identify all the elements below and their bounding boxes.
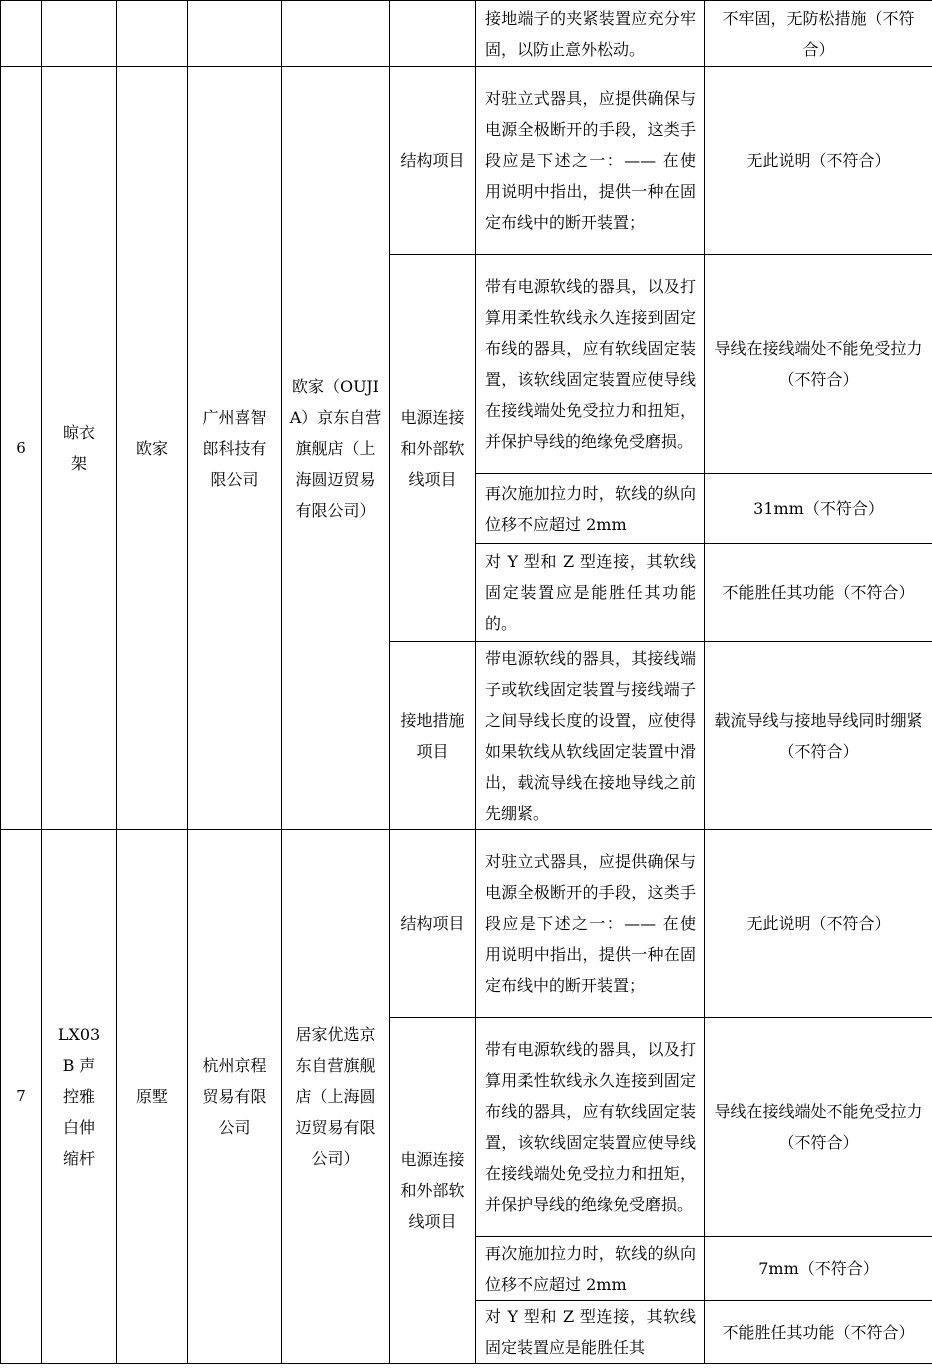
cell-seller — [282, 1, 390, 67]
cell-result: 不能胜任其功能（不符合） — [705, 1301, 932, 1364]
cell-product: LX03B 声控雅白伸缩杆 — [42, 830, 117, 1364]
cell-requirement: 带有电源软线的器具，以及打算用柔性软线永久连接到固定布线的器具，应有软线固定装置，该软线固定装置应使导线在接线端处免受拉力和扭矩，并保护导线的绝缘免受磨损。 — [476, 1018, 705, 1237]
cell-requirement: 对 Y 型和 Z 型连接，其软线固定装置应是能胜任其 — [476, 1301, 705, 1364]
cell-requirement: 对 Y 型和 Z 型连接，其软线固定装置应是能胜任其功能的。 — [476, 544, 705, 642]
cell-result: 导线在接线端处不能免受拉力（不符合） — [705, 1018, 932, 1237]
cell-result: 7mm（不符合） — [705, 1237, 932, 1301]
cell-requirement: 接地端子的夹紧装置应充分牢固，以防止意外松动。 — [476, 1, 705, 67]
table-row-7-item-1 — [1, 830, 932, 1018]
cell-requirement: 带有电源软线的器具，以及打算用柔性软线永久连接到固定布线的器具，应有软线固定装置，该软线固定装置应使导线在接线端处免受拉力和扭矩，并保护导线的绝缘免受磨损。 — [476, 255, 705, 474]
cell-result: 载流导线与接地导线同时绷紧（不符合） — [705, 642, 932, 830]
cell-result: 31mm（不符合） — [705, 474, 932, 544]
cell-producer: 杭州京程贸易有限公司 — [188, 830, 282, 1364]
cell-result: 不牢固，无防松措施（不符合） — [705, 1, 932, 67]
cell-brand — [117, 1, 188, 67]
cell-result: 无此说明（不符合） — [705, 67, 932, 255]
cell-requirement: 再次施加拉力时，软线的纵向位移不应超过 2mm — [476, 474, 705, 544]
cell-requirement: 对驻立式器具，应提供确保与电源全极断开的手段，这类手段应是下述之一：—— 在使用说明中指出，提供一种在固定布线中的断开装置； — [476, 67, 705, 255]
cell-category: 结构项目 — [390, 830, 476, 1018]
cell-requirement: 对驻立式器具，应提供确保与电源全极断开的手段，这类手段应是下述之一：—— 在使用说明中指出，提供一种在固定布线中的断开装置； — [476, 830, 705, 1018]
cell-num — [1, 1, 42, 67]
cell-result: 导线在接线端处不能免受拉力（不符合） — [705, 255, 932, 474]
cell-seller: 欧家（OUJIA）京东自营旗舰店（上海圆迈贸易有限公司） — [282, 67, 390, 830]
cell-requirement: 带电源软线的器具，其接线端子或软线固定装置与接线端子之间导线长度的设置，应使得如果软线从软线固定装置中滑出，载流导线在接地导线之前先绷紧。 — [476, 642, 705, 830]
cell-brand: 原墅 — [117, 830, 188, 1364]
cell-producer — [188, 1, 282, 67]
cell-category: 接地措施项目 — [390, 642, 476, 830]
cell-category — [390, 1, 476, 67]
cell-category: 电源连接和外部软线项目 — [390, 1018, 476, 1364]
cell-product — [42, 1, 117, 67]
cell-category: 电源连接和外部软线项目 — [390, 255, 476, 642]
cell-category: 结构项目 — [390, 67, 476, 255]
cell-brand: 欧家 — [117, 67, 188, 830]
cell-num: 6 — [1, 67, 42, 830]
cell-seller: 居家优选京东自营旗舰店（上海圆迈贸易有限公司） — [282, 830, 390, 1364]
cell-result: 无此说明（不符合） — [705, 830, 932, 1018]
table-row-continued — [1, 1, 932, 67]
cell-num: 7 — [1, 830, 42, 1364]
cell-result: 不能胜任其功能（不符合） — [705, 544, 932, 642]
cell-producer: 广州喜智郎科技有限公司 — [188, 67, 282, 830]
cell-product: 晾衣架 — [42, 67, 117, 830]
cell-requirement: 再次施加拉力时，软线的纵向位移不应超过 2mm — [476, 1237, 705, 1301]
table-row-6-item-1 — [1, 67, 932, 255]
